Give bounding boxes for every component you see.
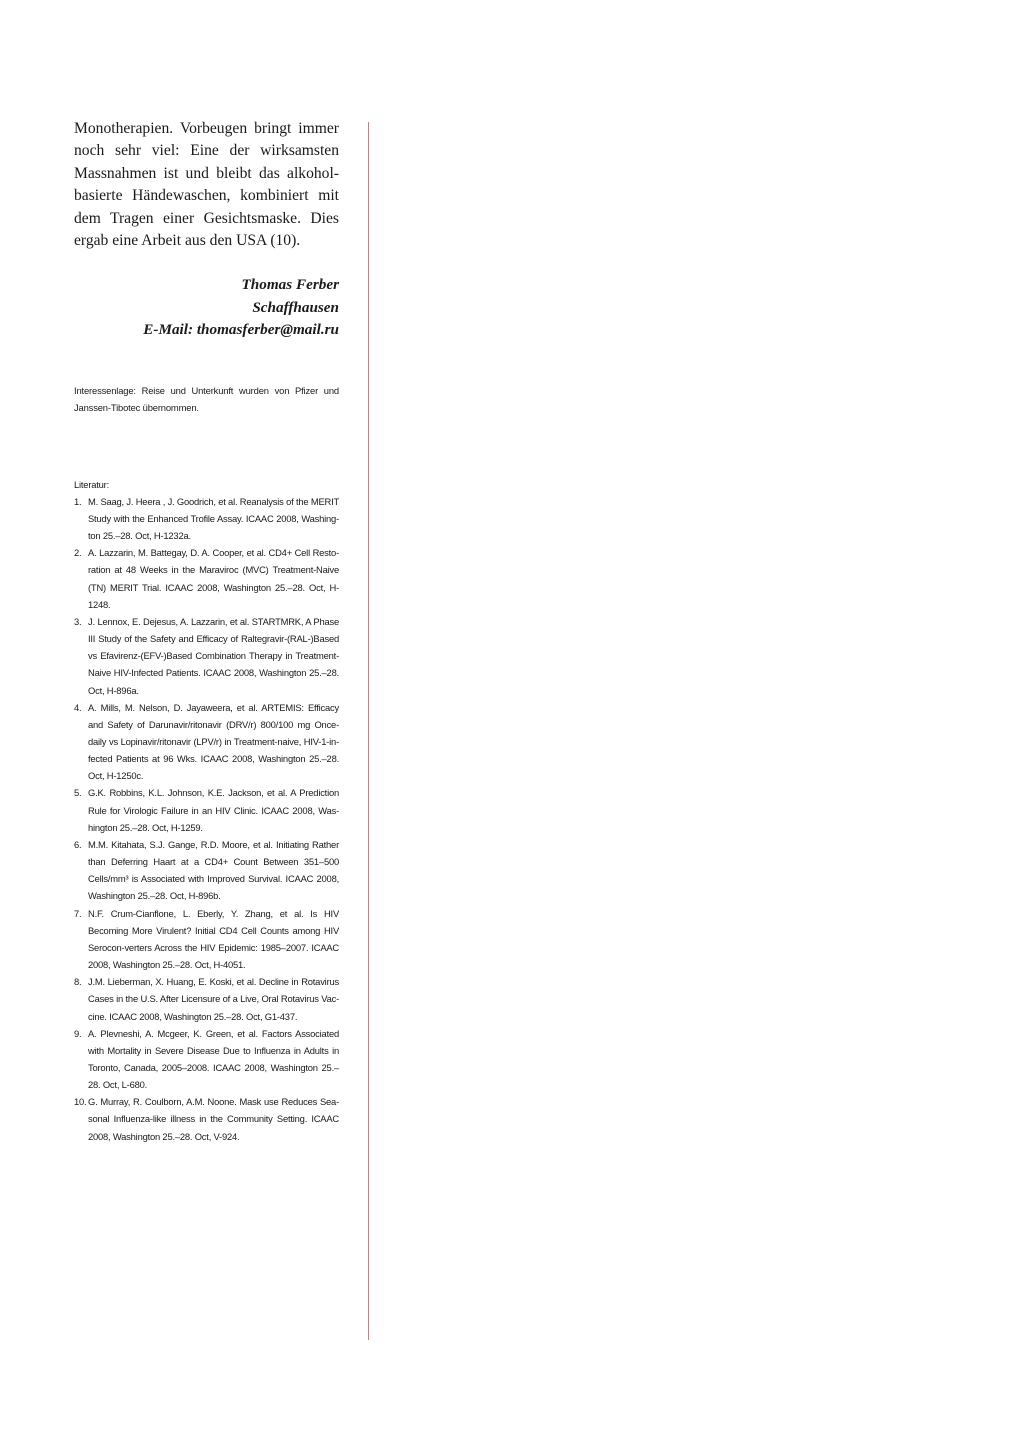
reference-text: J.M. Lieberman, X. Huang, E. Koski, et al. Decline in Rotavirus Cases in the U.S. After Licensure of a Live, Oral Rotavirus Vac-cine. ICAAC 2008, Washington 25.–28. Oct, G1-437. xyxy=(88,976,339,1022)
body-line: Massnahmen ist und bleibt das alkohol- xyxy=(74,164,339,182)
reference-text: G. Murray, R. Coulborn, A.M. Noone. Mask use Reduces Sea-sonal Influenza-like illness in the Community Setting. ICAAC 2008, Washington 25.–28. Oct, V-924. xyxy=(88,1096,339,1142)
reference-item xyxy=(74,1025,339,1094)
reference-number: 2. xyxy=(74,547,82,559)
reference-number: 3. xyxy=(74,615,82,627)
reference-text: G.K. Robbins, K.L. Johnson, K.E. Jackson, et al. A Prediction Rule for Virologic Failure in an HIV Clinic. ICAAC 2008, Was-hington 25.–28. Oct, H-1259. xyxy=(88,787,339,833)
reference-item xyxy=(74,699,339,785)
reference-item xyxy=(74,784,339,835)
reference-number: 5. xyxy=(74,787,82,799)
reference-text: A. Mills, M. Nelson, D. Jayaweera, et al. ARTEMIS: Efficacy and Safety of Darunavir/ritonavir (DRV/r) 800/100 mg Once-daily vs Lopinavir/ritonavir (LPV/r) in Treatment-naive, HIV-1-in-fected Patients at 96 Wks. ICAAC 2008, Washington 25.–28. Oct, H-1250c. xyxy=(88,701,339,782)
reference-number: 4. xyxy=(74,701,82,713)
body-line: noch sehr viel: Eine der wirksamsten xyxy=(74,142,339,160)
reference-item xyxy=(74,905,339,974)
reference-item xyxy=(74,973,339,1024)
reference-text: M. Saag, J. Heera , J. Goodrich, et al. Reanalysis of the MERIT Study with the Enhanced Trofile Assay. ICAAC 2008, Washing-ton 25.–28. Oct, H-1232a. xyxy=(88,495,339,542)
reference-number: 1. xyxy=(74,495,82,507)
text-column xyxy=(74,118,339,1145)
reference-number: 9. xyxy=(74,1027,82,1039)
author-name: Thomas Ferber xyxy=(241,276,339,294)
author-city: Schaffhausen xyxy=(252,298,339,316)
reference-item xyxy=(74,1093,339,1144)
author-signature xyxy=(74,274,339,341)
reference-text: N.F. Crum-Cianflone, L. Eberly, Y. Zhang, et al. Is HIV Becoming More Virulent? Initial CD4 Cell Counts among HIV Serocon-verters Across the HIV Epidemic: 1985–2007. ICAAC 2008, Washington 25.–28. Oct, H-4051. xyxy=(88,907,339,971)
reference-list xyxy=(74,493,339,1145)
reference-number: 10. xyxy=(74,1096,87,1108)
literature-heading: Literatur: xyxy=(74,478,109,490)
reference-number: 6. xyxy=(74,838,82,850)
column-divider-line xyxy=(368,122,369,1340)
reference-text: A. Lazzarin, M. Battegay, D. A. Cooper, et al. CD4+ Cell Resto-ration at 48 Weeks in the Maraviroc (MVC) Treatment-Naive (TN) MERIT Trial. ICAAC 2008, Washington 25.–28. Oct, H-1248. xyxy=(88,547,339,610)
reference-item xyxy=(74,544,339,613)
literature-section xyxy=(74,476,339,1145)
reference-item xyxy=(74,836,339,905)
reference-number: 8. xyxy=(74,976,82,988)
body-line: basierte Händewaschen, kombiniert mit xyxy=(74,187,339,205)
reference-item xyxy=(74,613,339,699)
body-line: Monotherapien. Vorbeugen bringt immer xyxy=(74,120,339,137)
reference-text: M.M. Kitahata, S.J. Gange, R.D. Moore, et al. Initiating Rather than Deferring Haart at a CD4+ Count Between 351–500 Cells/mm³ is Associated with Improved Survival. ICAAC 2008, Washington 25.–28. Oct, H-896b. xyxy=(88,838,339,902)
author-email: E-Mail: thomasferber@mail.ru xyxy=(143,321,339,339)
body-line: ergab eine Arbeit aus den USA (10). xyxy=(74,232,301,250)
article-body xyxy=(74,118,339,252)
reference-number: 7. xyxy=(74,907,82,919)
reference-text: J. Lennox, E. Dejesus, A. Lazzarin, et al. STARTMRK, A Phase III Study of the Safety and Efficacy of Raltegravir-(RAL-)Based vs Efavirenz-(EFV-)Based Combination Therapy in Treatment-Naive HIV-Infected Patients. ICAAC 2008, Washington 25.–28. Oct, H-896a. xyxy=(88,615,339,696)
reference-item xyxy=(74,493,339,544)
body-line: dem Tragen einer Gesichtsmaske. Dies xyxy=(74,209,339,227)
reference-text: A. Plevneshi, A. Mcgeer, K. Green, et al. Factors Associated with Mortality in Severe Disease Due to Influenza in Adults in Toronto, Canada, 2005–2008. ICAAC 2008, Washington 25.–28. Oct, L-680. xyxy=(88,1027,339,1091)
conflict-of-interest-note: Interessenlage: Reise und Unterkunft wurden von Pfizer und Janssen-Tibotec übernommen. xyxy=(74,384,339,413)
